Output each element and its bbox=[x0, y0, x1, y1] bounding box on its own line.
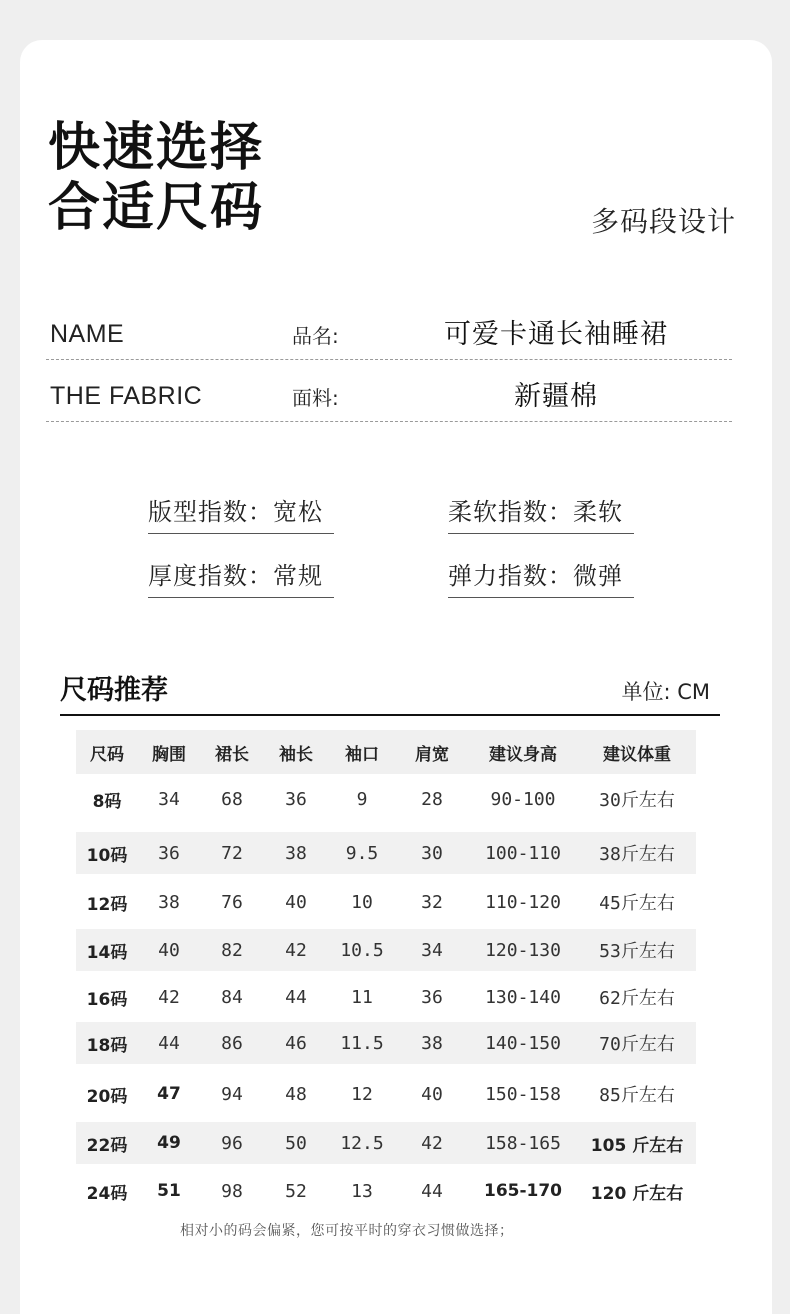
table-cell: 36 bbox=[285, 788, 307, 810]
table-cell: 150-158 bbox=[485, 1083, 561, 1105]
size-recommend-title: 尺码推荐 bbox=[60, 675, 168, 706]
info-label-cn: 品名: bbox=[292, 324, 339, 348]
table-cell: 96 bbox=[221, 1132, 243, 1154]
info-row-name bbox=[46, 302, 732, 360]
table-cell: 45斤左右 bbox=[599, 893, 675, 914]
table-cell: 34 bbox=[158, 788, 180, 810]
table-cell: 9 bbox=[356, 788, 368, 810]
table-cell: 13 bbox=[351, 1180, 373, 1202]
table-cell: 10码 bbox=[86, 845, 128, 866]
header-cell: 肩宽 bbox=[415, 744, 449, 765]
table-cell: 84 bbox=[221, 986, 243, 1008]
table-cell: 30斤左右 bbox=[599, 790, 675, 811]
table-cell: 120-130 bbox=[485, 939, 561, 961]
size-note: 相对小的码会偏紧，您可按平时的穿衣习惯做选择； bbox=[180, 1223, 514, 1239]
table-cell: 105 斤左右 bbox=[590, 1135, 684, 1156]
table-cell: 40 bbox=[421, 1083, 443, 1105]
page-title bbox=[48, 118, 264, 238]
table-cell: 30 bbox=[421, 842, 443, 864]
table-cell: 12 bbox=[351, 1083, 373, 1105]
table-cell: 10.5 bbox=[340, 939, 384, 961]
table-cell: 140-150 bbox=[485, 1032, 561, 1054]
table-row bbox=[76, 1122, 696, 1164]
table-cell: 38 bbox=[285, 842, 307, 864]
table-cell: 34 bbox=[421, 939, 443, 961]
table-cell: 8码 bbox=[92, 791, 122, 812]
table-cell: 110-120 bbox=[485, 891, 561, 913]
table-cell: 70斤左右 bbox=[599, 1034, 675, 1055]
table-cell: 44 bbox=[158, 1032, 180, 1054]
unit-label: 单位: CM bbox=[621, 680, 710, 704]
table-cell: 72 bbox=[221, 842, 243, 864]
table-cell: 90-100 bbox=[490, 788, 556, 810]
header-cell: 建议体重 bbox=[603, 744, 671, 765]
table-header bbox=[76, 730, 696, 774]
table-cell: 38 bbox=[421, 1032, 443, 1054]
table-cell: 10 bbox=[351, 891, 373, 913]
header-cell: 尺码 bbox=[90, 744, 124, 765]
table-cell: 82 bbox=[221, 939, 243, 961]
table-cell: 98 bbox=[221, 1180, 243, 1202]
index-fit: 版型指数：宽松 bbox=[148, 494, 334, 534]
table-cell: 12码 bbox=[86, 894, 128, 915]
info-label-en: THE FABRIC bbox=[50, 382, 203, 410]
table-cell: 24码 bbox=[86, 1183, 128, 1204]
header-cell: 袖口 bbox=[345, 744, 379, 765]
table-cell: 16码 bbox=[86, 989, 128, 1010]
info-label-en: NAME bbox=[50, 320, 125, 348]
section-divider bbox=[60, 714, 720, 716]
table-row bbox=[76, 881, 696, 923]
table-cell: 62斤左右 bbox=[599, 988, 675, 1009]
table-cell: 165-170 bbox=[483, 1181, 563, 1201]
table-cell: 86 bbox=[221, 1032, 243, 1054]
table-row bbox=[76, 929, 696, 971]
table-cell: 12.5 bbox=[340, 1132, 384, 1154]
table-row bbox=[76, 778, 696, 820]
info-value: 新疆棉 bbox=[514, 381, 598, 412]
table-cell: 42 bbox=[158, 986, 180, 1008]
table-cell: 51 bbox=[157, 1181, 181, 1201]
table-row bbox=[76, 1170, 696, 1212]
table-cell: 36 bbox=[421, 986, 443, 1008]
table-row bbox=[76, 1073, 696, 1115]
index-elasticity: 弹力指数：微弹 bbox=[448, 558, 634, 598]
index-thickness: 厚度指数：常规 bbox=[148, 558, 334, 598]
table-row bbox=[76, 832, 696, 874]
table-cell: 28 bbox=[421, 788, 443, 810]
table-cell: 68 bbox=[221, 788, 243, 810]
table-cell: 18码 bbox=[86, 1035, 128, 1056]
table-cell: 22码 bbox=[86, 1135, 128, 1156]
table-cell: 94 bbox=[221, 1083, 243, 1105]
table-cell: 40 bbox=[158, 939, 180, 961]
table-cell: 120 斤左右 bbox=[590, 1183, 684, 1204]
table-cell: 36 bbox=[158, 842, 180, 864]
table-cell: 38 bbox=[158, 891, 180, 913]
table-cell: 42 bbox=[421, 1132, 443, 1154]
info-value: 可爱卡通长袖睡裙 bbox=[444, 319, 668, 350]
table-cell: 11 bbox=[351, 986, 373, 1008]
table-row bbox=[76, 976, 696, 1018]
table-cell: 38斤左右 bbox=[599, 844, 675, 865]
header-cell: 胸围 bbox=[152, 744, 186, 765]
title-line-1: 快速选择 bbox=[48, 118, 265, 178]
table-cell: 49 bbox=[157, 1133, 181, 1153]
table-cell: 11.5 bbox=[340, 1032, 384, 1054]
table-cell: 40 bbox=[285, 891, 307, 913]
table-cell: 46 bbox=[285, 1032, 307, 1054]
table-row bbox=[76, 1022, 696, 1064]
info-label-cn: 面料: bbox=[292, 386, 339, 410]
table-cell: 32 bbox=[421, 891, 443, 913]
table-cell: 76 bbox=[221, 891, 243, 913]
table-cell: 44 bbox=[285, 986, 307, 1008]
page-subtitle: 多码段设计 bbox=[590, 205, 736, 238]
title-line-2: 合适尺码 bbox=[48, 178, 265, 238]
table-cell: 20码 bbox=[86, 1086, 128, 1107]
table-cell: 50 bbox=[285, 1132, 307, 1154]
table-cell: 53斤左右 bbox=[599, 941, 675, 962]
table-cell: 47 bbox=[157, 1084, 181, 1104]
header-cell: 裙长 bbox=[215, 744, 249, 765]
table-cell: 130-140 bbox=[485, 986, 561, 1008]
index-softness: 柔软指数：柔软 bbox=[448, 494, 634, 534]
table-cell: 158-165 bbox=[485, 1132, 561, 1154]
header-cell: 建议身高 bbox=[489, 744, 557, 765]
table-cell: 44 bbox=[421, 1180, 443, 1202]
table-cell: 42 bbox=[285, 939, 307, 961]
table-cell: 100-110 bbox=[485, 842, 561, 864]
table-cell: 85斤左右 bbox=[599, 1085, 675, 1106]
header-cell: 袖长 bbox=[279, 744, 313, 765]
table-cell: 52 bbox=[285, 1180, 307, 1202]
table-cell: 14码 bbox=[86, 942, 128, 963]
table-cell: 9.5 bbox=[345, 842, 379, 864]
info-row-fabric bbox=[46, 364, 732, 422]
table-cell: 48 bbox=[285, 1083, 307, 1105]
